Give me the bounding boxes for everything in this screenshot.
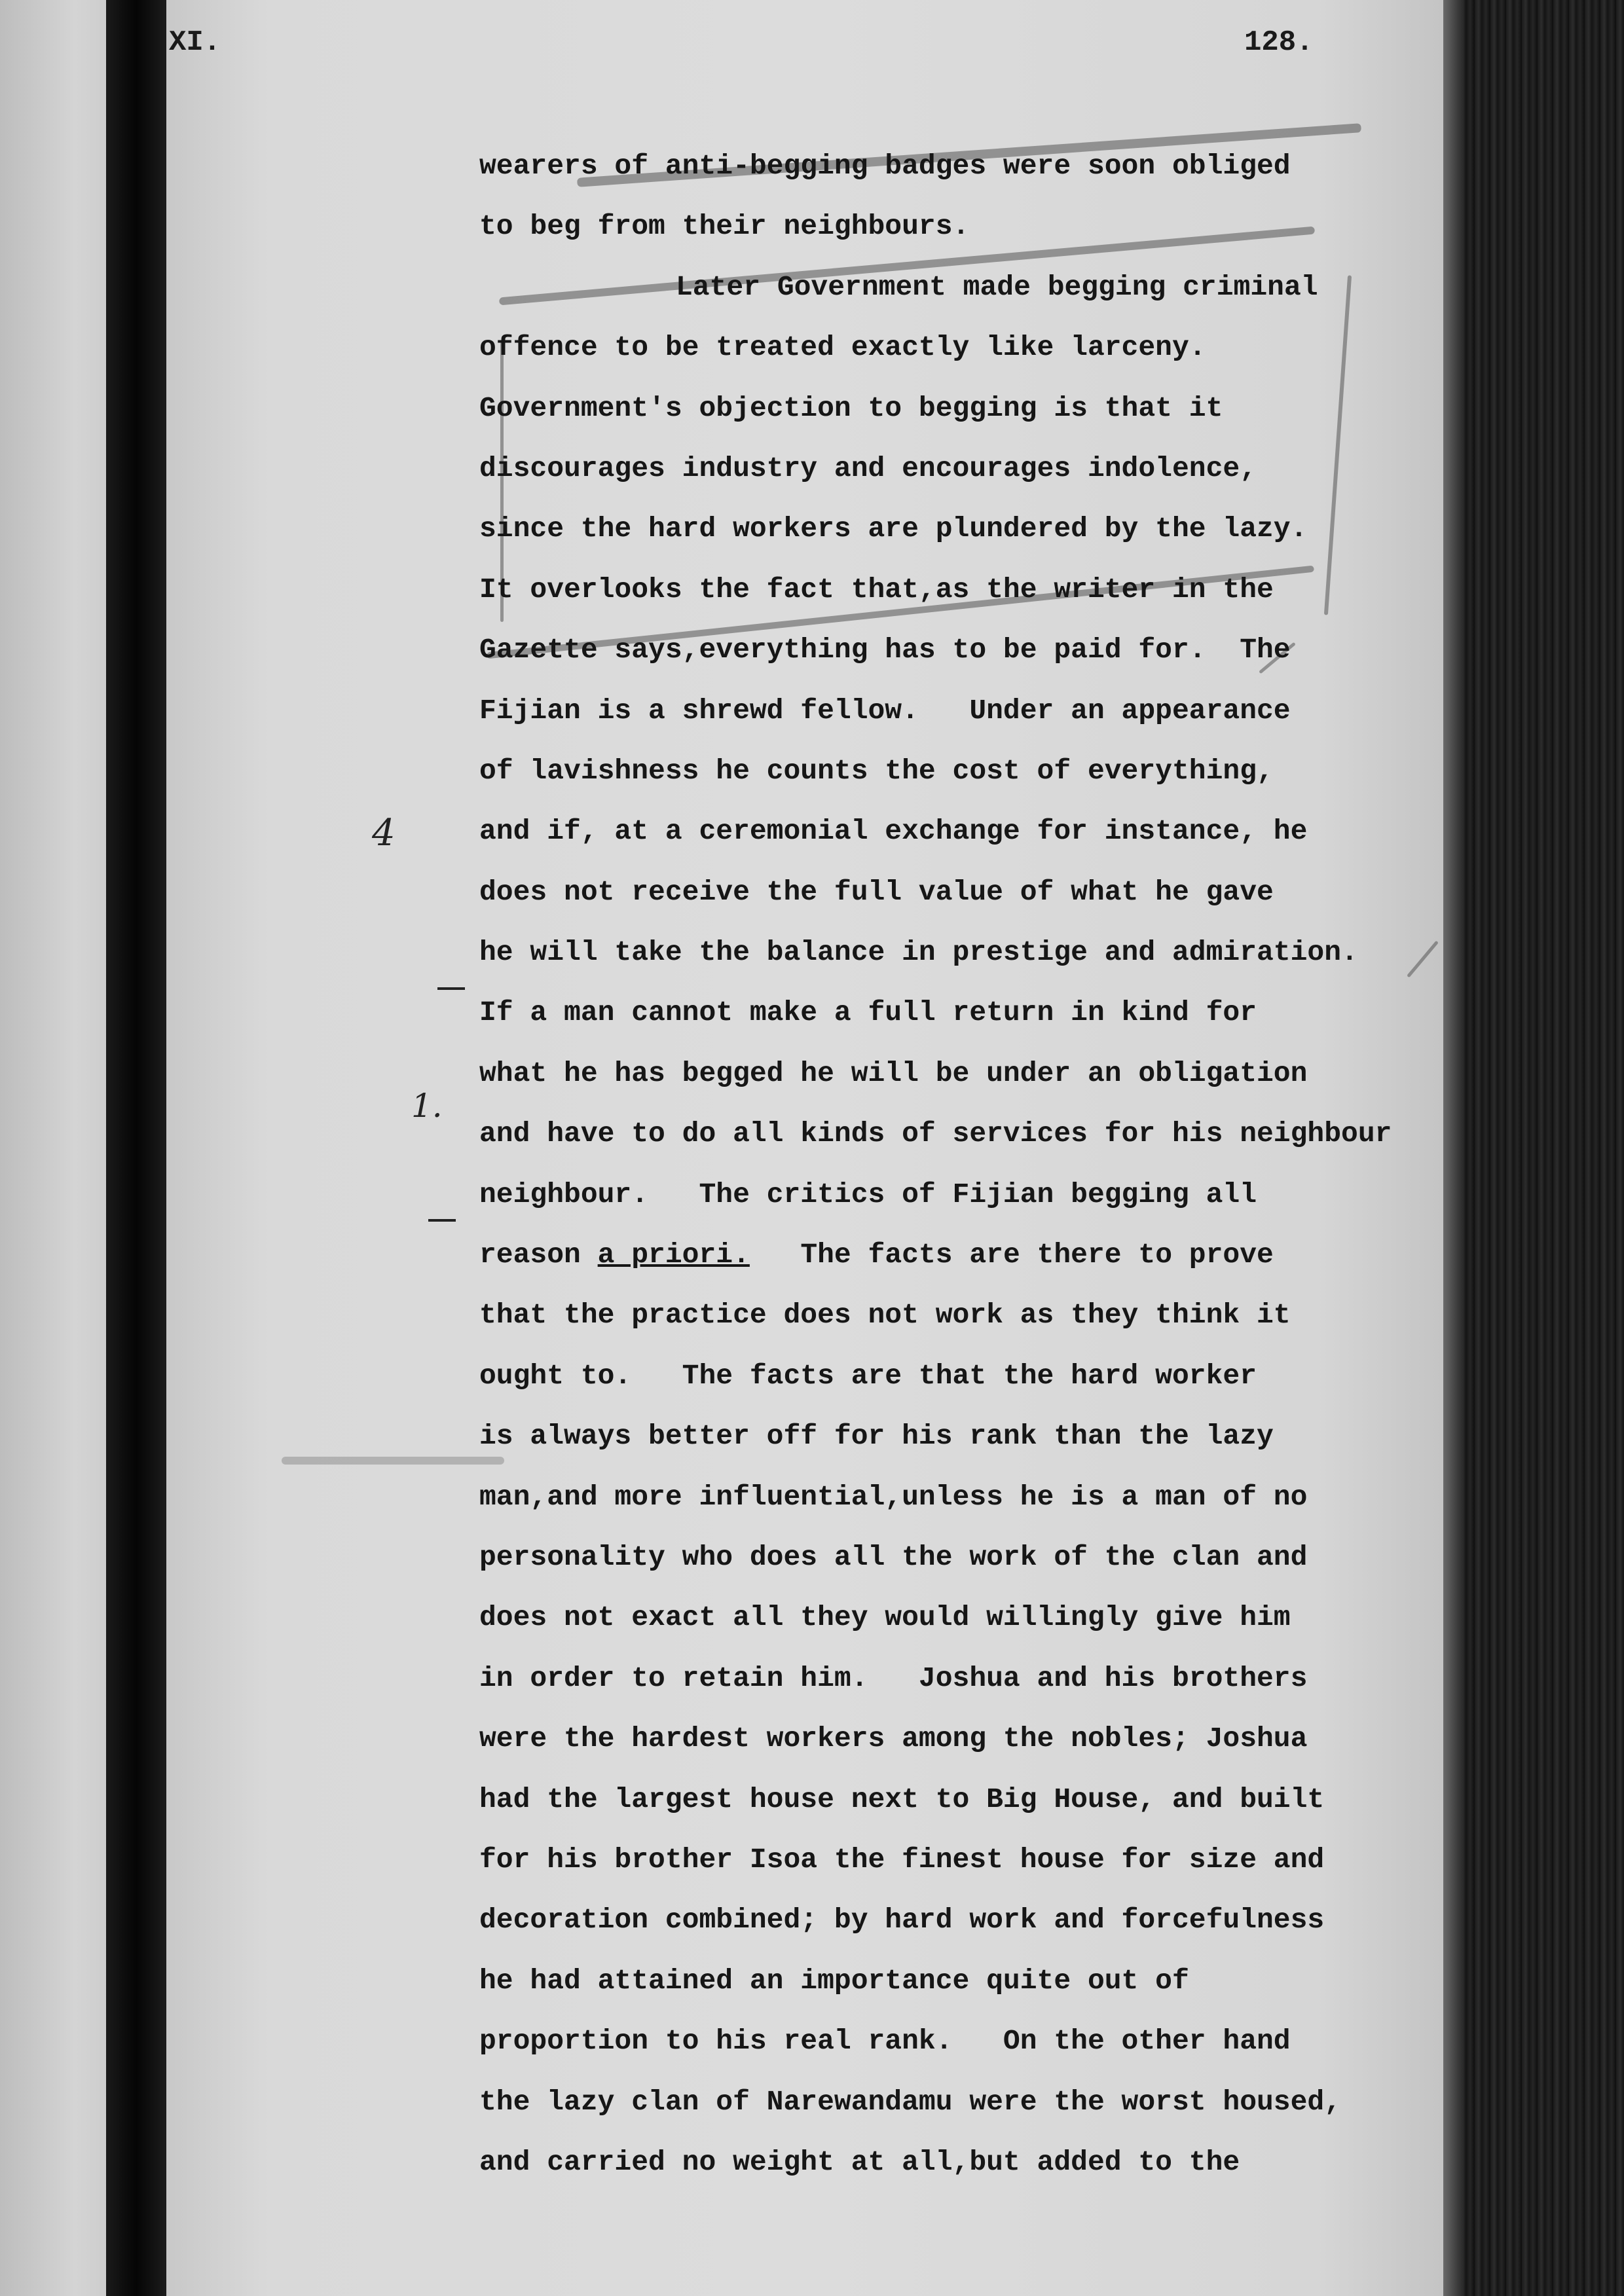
text-fragment: The facts are there to prove <box>800 1239 1274 1271</box>
text-line: he had attained an importance quite out of <box>479 1964 1189 1997</box>
book-spine-shadow <box>1443 0 1624 2296</box>
text-line: Government's objection to begging is that it <box>479 392 1223 424</box>
text-line: Later Government made begging criminal <box>676 270 1318 303</box>
text-line: offence to be treated exactly like larceny. <box>479 331 1206 364</box>
margin-dash-1 <box>437 987 465 990</box>
text-line: what he has begged he will be under an obligation <box>479 1057 1308 1089</box>
text-line: wearers of anti-begging badges were soon obliged <box>479 150 1291 182</box>
text-line: does not exact all they would willingly give him <box>479 1601 1291 1634</box>
typed-page-body <box>479 136 1442 2193</box>
text-line: and if, at a ceremonial exchange for instance, he <box>479 815 1308 848</box>
text-line-a-priori <box>479 1225 1442 1285</box>
underlined-phrase: a priori. <box>597 1239 750 1271</box>
text-line: and have to do all kinds of services for his neighbour <box>479 1118 1392 1150</box>
text-line: to beg from their neighbours. <box>479 210 970 243</box>
text-line: for his brother Isoa the finest house for size and <box>479 1843 1325 1876</box>
text-fragment: reason <box>479 1239 581 1271</box>
text-line: had the largest house next to Big House, and built <box>479 1783 1325 1815</box>
text-line: is always better off for his rank than the lazy <box>479 1420 1274 1453</box>
text-line: does not receive the full value of what he gave <box>479 875 1274 908</box>
text-line: personality who does all the work of the clan and <box>479 1540 1308 1573</box>
margin-dash-2 <box>428 1219 456 1222</box>
text-line: Gazette says,everything has to be paid for. The <box>479 634 1291 666</box>
book-binding <box>106 0 166 2296</box>
text-line: of lavishness he counts the cost of everything, <box>479 754 1274 787</box>
text-line: decoration combined; by hard work and forcefulness <box>479 1904 1325 1937</box>
text-line: Fijian is a shrewd fellow. Under an appearance <box>479 694 1291 727</box>
text-line: and carried no weight at all,but added to the <box>479 2145 1240 2178</box>
margin-note-4: 4 <box>372 812 396 854</box>
text-line: discourages industry and encourages indolence, <box>479 452 1257 484</box>
text-line: since the hard workers are plundered by the lazy. <box>479 513 1308 545</box>
text-line: ought to. The facts are that the hard worker <box>479 1359 1257 1392</box>
pencil-margin-smudge <box>282 1457 504 1465</box>
text-line: It overlooks the fact that,as the writer in the <box>479 573 1274 606</box>
text-line: neighbour. The critics of Fijian begging all <box>479 1178 1257 1211</box>
margin-note-1: 1. <box>411 1087 443 1125</box>
text-line: he will take the balance in prestige and admiration. <box>479 936 1358 969</box>
text-line: in order to retain him. Joshua and his brothers <box>479 1662 1308 1694</box>
text-line: If a man cannot make a full return in kind for <box>479 996 1257 1029</box>
text-line: proportion to his real rank. On the other hand <box>479 2025 1291 2058</box>
text-line: were the hardest workers among the nobles; Joshua <box>479 1722 1308 1755</box>
text-line: man,and more influential,unless he is a man of no <box>479 1480 1308 1513</box>
text-line: that the practice does not work as they think it <box>479 1299 1291 1332</box>
page-number: 128. <box>1244 26 1314 59</box>
text-line: the lazy clan of Narewandamu were the worst housed, <box>479 2085 1342 2118</box>
chapter-mark: XI. <box>169 26 221 59</box>
